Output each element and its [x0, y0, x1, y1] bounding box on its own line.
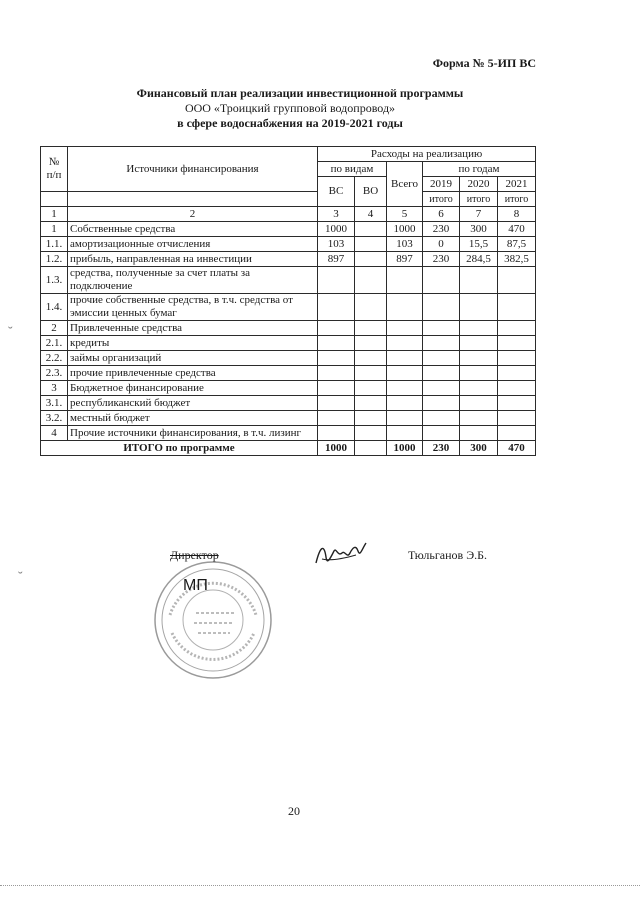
row-2021: 470: [498, 222, 536, 237]
row-2019: 230: [423, 222, 460, 237]
row-2020: [460, 396, 498, 411]
col-number: 8: [498, 207, 536, 222]
table-row: [41, 321, 536, 336]
row-2019: [423, 381, 460, 396]
title-line-2: ООО «Троицкий групповой водопровод»: [184, 101, 396, 115]
row-2020: 300: [460, 222, 498, 237]
row-vo: [355, 267, 387, 294]
col-number: 7: [460, 207, 498, 222]
row-name: амортизационные отчисления: [68, 237, 318, 252]
total-2020: 300: [460, 441, 498, 456]
header-source: Источники финансирования: [68, 147, 318, 192]
row-2020: [460, 411, 498, 426]
row-2019: [423, 411, 460, 426]
row-num: 2.3.: [41, 366, 68, 381]
row-total: [387, 426, 423, 441]
row-vs: [318, 366, 355, 381]
header-year-2021: 2021: [498, 177, 536, 192]
company-seal: [148, 555, 278, 685]
row-total: [387, 411, 423, 426]
row-vs: [318, 294, 355, 321]
col-number: 4: [355, 207, 387, 222]
row-2019: 230: [423, 252, 460, 267]
row-2019: [423, 366, 460, 381]
page-edge: [0, 885, 640, 886]
row-2020: [460, 321, 498, 336]
total-row: [41, 441, 536, 456]
signature-block: [0, 535, 640, 655]
row-2020: [460, 267, 498, 294]
header-itogo-2019: итого: [423, 192, 460, 207]
row-2019: [423, 267, 460, 294]
row-num: 4: [41, 426, 68, 441]
row-name: Привлеченные средства: [68, 321, 318, 336]
row-2021: [498, 267, 536, 294]
row-vo: [355, 294, 387, 321]
row-vs: 1000: [318, 222, 355, 237]
row-2021: [498, 411, 536, 426]
total-label: ИТОГО по программе: [41, 441, 318, 456]
row-2019: [423, 336, 460, 351]
header-year-2019: 2019: [423, 177, 460, 192]
row-2019: [423, 426, 460, 441]
row-num: 2.2.: [41, 351, 68, 366]
row-total: 1000: [387, 222, 423, 237]
row-2019: [423, 396, 460, 411]
row-num: 1.1.: [41, 237, 68, 252]
document-title: [0, 86, 580, 131]
row-vo: [355, 351, 387, 366]
row-total: 103: [387, 237, 423, 252]
row-total: [387, 294, 423, 321]
row-vs: [318, 381, 355, 396]
row-name: прочие привлеченные средства: [68, 366, 318, 381]
row-vo: [355, 411, 387, 426]
header-expenses: Расходы на реализацию: [318, 147, 536, 162]
header-source-cont: [68, 192, 318, 207]
row-2021: [498, 381, 536, 396]
row-name: республиканский бюджет: [68, 396, 318, 411]
signature-image: [312, 537, 372, 571]
row-2020: [460, 381, 498, 396]
row-total: 897: [387, 252, 423, 267]
title-line-3: в сфере водоснабжения на 2019-2021 годы: [177, 116, 403, 130]
director-name: Тюльганов Э.Б.: [408, 548, 488, 562]
col-number: 6: [423, 207, 460, 222]
row-total: [387, 366, 423, 381]
row-name: прочие собственные средства, в т.ч. средства от эмиссии ценных бумаг: [68, 294, 318, 321]
row-2021: [498, 351, 536, 366]
header-itogo-2021: итого: [498, 192, 536, 207]
header-by-type: по видам: [318, 162, 387, 177]
row-total: [387, 381, 423, 396]
row-2021: 382,5: [498, 252, 536, 267]
row-num: 1.3.: [41, 267, 68, 294]
table-row: [41, 294, 536, 321]
row-vs: [318, 411, 355, 426]
row-2021: [498, 294, 536, 321]
row-total: [387, 396, 423, 411]
total-vs: 1000: [318, 441, 355, 456]
row-2020: [460, 366, 498, 381]
row-total: [387, 351, 423, 366]
row-num: 2.1.: [41, 336, 68, 351]
row-vs: [318, 426, 355, 441]
director-label: Директор: [170, 548, 219, 562]
col-number: 1: [41, 207, 68, 222]
row-vs: [318, 351, 355, 366]
header-year-2020: 2020: [460, 177, 498, 192]
table-row: [41, 381, 536, 396]
row-2021: [498, 366, 536, 381]
header-vs: ВС: [318, 177, 355, 207]
row-name: Бюджетное финансирование: [68, 381, 318, 396]
row-vo: [355, 321, 387, 336]
row-2019: [423, 321, 460, 336]
table-row: [41, 252, 536, 267]
header-by-years: по годам: [423, 162, 536, 177]
row-vo: [355, 237, 387, 252]
row-vs: [318, 396, 355, 411]
title-line-1: Финансовый план реализации инвестиционной программы: [136, 86, 464, 100]
col-number: 3: [318, 207, 355, 222]
row-num: 1.2.: [41, 252, 68, 267]
row-name: местный бюджет: [68, 411, 318, 426]
row-name: займы организаций: [68, 351, 318, 366]
row-vo: [355, 252, 387, 267]
header-num-cont: [41, 192, 68, 207]
scan-mark: ˘: [8, 325, 13, 340]
scan-mark: ˘: [18, 570, 23, 585]
row-total: [387, 336, 423, 351]
header-num: № п/п: [41, 147, 68, 192]
row-2020: [460, 426, 498, 441]
row-2021: [498, 321, 536, 336]
form-label: Форма № 5-ИП ВС: [432, 56, 536, 70]
table-row: [41, 396, 536, 411]
row-2019: [423, 294, 460, 321]
column-number-row: [41, 207, 536, 222]
row-2019: [423, 351, 460, 366]
row-vo: [355, 336, 387, 351]
row-vo: [355, 366, 387, 381]
row-vo: [355, 426, 387, 441]
row-2020: 15,5: [460, 237, 498, 252]
row-name: средства, полученные за счет платы за подключение: [68, 267, 318, 294]
row-vs: [318, 336, 355, 351]
total-vo: [355, 441, 387, 456]
row-2021: [498, 396, 536, 411]
row-vs: [318, 267, 355, 294]
table-row: [41, 267, 536, 294]
row-name: Прочие источники финансирования, в т.ч. лизинг: [68, 426, 318, 441]
row-2020: [460, 336, 498, 351]
table-row: [41, 222, 536, 237]
header-total: Всего: [387, 162, 423, 207]
table-row: [41, 366, 536, 381]
financing-table: [40, 146, 536, 456]
row-num: 1.4.: [41, 294, 68, 321]
row-2021: 87,5: [498, 237, 536, 252]
page-number: 20: [288, 804, 300, 818]
table-row: [41, 426, 536, 441]
row-vo: [355, 396, 387, 411]
row-num: 1: [41, 222, 68, 237]
row-2020: [460, 294, 498, 321]
table-row: [41, 411, 536, 426]
row-total: [387, 321, 423, 336]
total-2019: 230: [423, 441, 460, 456]
total-2021: 470: [498, 441, 536, 456]
row-num: 3.2.: [41, 411, 68, 426]
col-number: 5: [387, 207, 423, 222]
row-name: Собственные средства: [68, 222, 318, 237]
row-2021: [498, 426, 536, 441]
row-2020: 284,5: [460, 252, 498, 267]
row-num: 3.1.: [41, 396, 68, 411]
row-vo: [355, 381, 387, 396]
table-row: [41, 336, 536, 351]
row-vs: 897: [318, 252, 355, 267]
row-vo: [355, 222, 387, 237]
row-num: 3: [41, 381, 68, 396]
row-num: 2: [41, 321, 68, 336]
header-vo: ВО: [355, 177, 387, 207]
row-2020: [460, 351, 498, 366]
row-2019: 0: [423, 237, 460, 252]
table-row: [41, 237, 536, 252]
table-row: [41, 351, 536, 366]
total-total: 1000: [387, 441, 423, 456]
mp-label: МП: [183, 577, 208, 594]
header-itogo-2020: итого: [460, 192, 498, 207]
col-number: 2: [68, 207, 318, 222]
row-name: прибыль, направленная на инвестиции: [68, 252, 318, 267]
row-name: кредиты: [68, 336, 318, 351]
row-total: [387, 267, 423, 294]
row-2021: [498, 336, 536, 351]
row-vs: [318, 321, 355, 336]
row-vs: 103: [318, 237, 355, 252]
